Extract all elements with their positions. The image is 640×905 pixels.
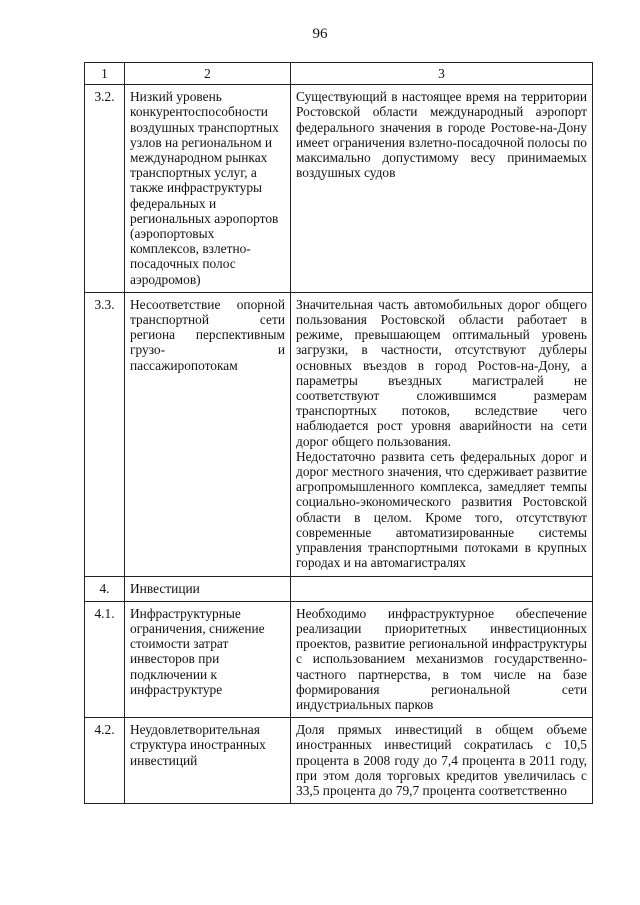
- problem-text: Неудовлетворительная структура иностранных инвестиций: [130, 722, 266, 768]
- section-title: Инвестиции: [130, 580, 200, 596]
- problem-text: Низкий уровень конкурентоспособности воздушных транспортных узлов на региональном и международном рынках транспортных услуг, а также инфраструктуры федеральных и региональных аэропортов (аэропортовых комплексов, взлетно-посадочных полос аэродромов): [130, 89, 279, 287]
- description-paragraph: Доля прямых инвестиций в общем объеме иностранных инвестиций сократилась с 10,5 процента в 2008 году до 7,4 процента в 2011 году, при этом доля торговых кредитов увеличилась с 33,5 процента до 79,7 процента соответственно: [296, 722, 587, 798]
- description-paragraph: Необходимо инфраструктурное обеспечение реализации приоритетных инвестиционных проектов, развитие региональной инфраструктуры с использованием механизмов государственно-частного партнерства, в том числе на базе формирования региональной сети индустриальных парков: [296, 605, 587, 712]
- column-header-3: 3: [291, 63, 593, 85]
- description-paragraph: Существующий в настоящее время на территории Ростовской области международный аэропорт федерального значения в городе Ростове-на-Дону имеет ограничения взлетно-посадочной полосы по максимально допустимому весу принимаемых воздушных судов: [296, 89, 587, 181]
- description-cell: [291, 718, 593, 804]
- description-cell: [291, 85, 593, 293]
- column-header-2: 2: [125, 63, 291, 85]
- row-number: 3.3.: [85, 292, 125, 576]
- table-row: [85, 601, 593, 717]
- table-row: [85, 718, 593, 804]
- row-number: 3.2.: [85, 85, 125, 293]
- description-paragraph: Недостаточно развита сеть федеральных дорог и дорог местного значения, что сдерживает развитие агропромышленного комплекса, замедляет темпы социально-экономического развития Ростовской области в целом. Кроме того, отсутствуют современные автоматизированные системы управления транспортными потоками в крупных городах и на автомагистралях: [296, 448, 587, 571]
- row-number: 4.: [85, 576, 125, 601]
- column-header-1: 1: [85, 63, 125, 85]
- problem-cell: [125, 576, 291, 601]
- description-cell: [291, 292, 593, 576]
- table-row: [85, 85, 593, 293]
- problem-text: Инфраструктурные ограничения, снижение стоимости затрат инвесторов при подключении к инфраструктуре: [130, 605, 265, 697]
- description-cell: [291, 601, 593, 717]
- problem-cell: [125, 85, 291, 293]
- problem-cell: [125, 292, 291, 576]
- row-number: 4.1.: [85, 601, 125, 717]
- problem-text: Несоответствие опорной транспортной сети региона перспективным грузо- и пассажиропотокам: [130, 296, 285, 373]
- table-row: [85, 292, 593, 576]
- description-paragraph: Значительная часть автомобильных дорог общего пользования Ростовской области работает в режиме, превышающем оптимальный уровень загрузки, в частности, отсутствуют дублеры основных въездов в город Ростов-на-Дону, а параметры въездных магистралей не соответствуют сложившимся размерам транспортных потоков, вследствие чего наблюдается рост уровня аварийности на сети дорог общего пользования.: [296, 296, 587, 449]
- problem-cell: [125, 601, 291, 717]
- table-header-row: [85, 63, 593, 85]
- data-table: [84, 62, 593, 804]
- problem-cell: [125, 718, 291, 804]
- page-number: 96: [312, 26, 328, 42]
- table-row: [85, 576, 593, 601]
- row-number: 4.2.: [85, 718, 125, 804]
- description-cell: [291, 576, 593, 601]
